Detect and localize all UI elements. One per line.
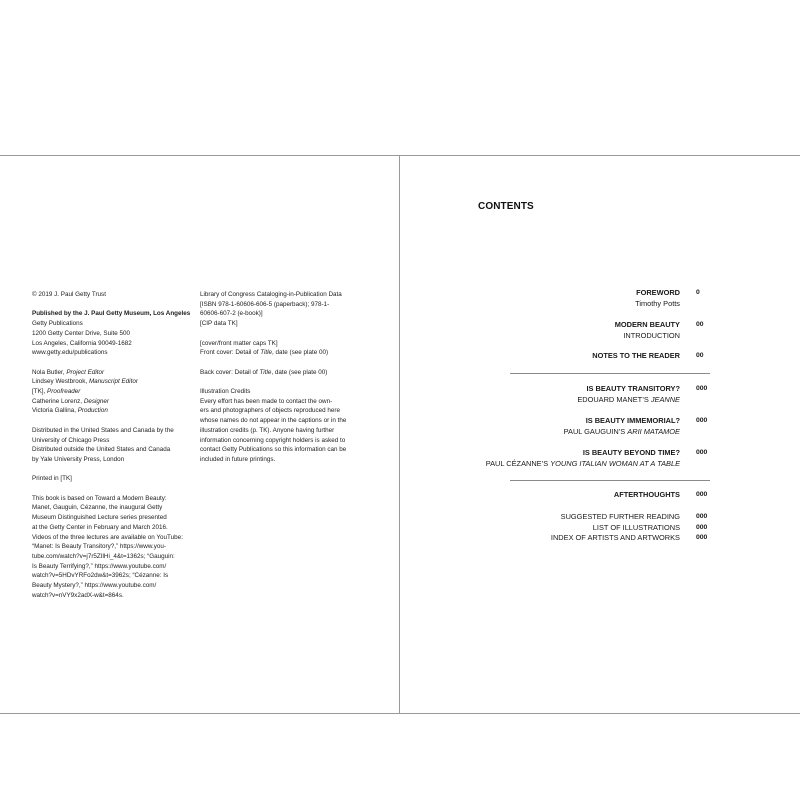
- toc-entry-heading: IS BEAUTY IMMEMORIAL?: [585, 416, 680, 425]
- copyright-text: [CIP data TK]: [200, 320, 238, 328]
- toc-entry-title: SUGGESTED FURTHER READING: [560, 512, 680, 521]
- copyright-text: [ISBN 978-1-60606-606-5 (paperback); 978-1-: [200, 300, 330, 308]
- copyright-block: [200, 290, 360, 329]
- copyright-text: University of Chicago Press: [32, 436, 110, 444]
- toc-entry-titles: [614, 490, 680, 501]
- toc-entry-subtitle: [577, 395, 680, 406]
- copyright-italic: Proofreader: [47, 388, 81, 395]
- copyright-line: [32, 513, 192, 523]
- copyright-line: [32, 533, 192, 543]
- toc-entry-heading: MODERN BEAUTY: [614, 320, 680, 329]
- copyright-italic: Project Editor: [66, 368, 105, 376]
- copyright-text: Lindsey Westbrook,: [32, 378, 89, 386]
- toc-entry-titles: [593, 523, 680, 534]
- copyright-line: [32, 290, 192, 300]
- toc-page-number: 00: [696, 321, 704, 328]
- gutter-line: [399, 155, 400, 714]
- toc-entry-titles: [551, 533, 680, 544]
- copyright-text: Catherine Lorenz,: [32, 397, 84, 405]
- toc-entry-heading: IS BEAUTY TRANSITORY?: [586, 384, 680, 393]
- copyright-block: [32, 368, 192, 417]
- copyright-line: [32, 377, 192, 387]
- copyright-text: watch?v=nVY9x2adX-w&t=864s.: [32, 591, 124, 599]
- toc-page-number: 000: [696, 534, 708, 541]
- copyright-text: www.getty.edu/publications: [32, 349, 108, 357]
- copyright-line: [32, 397, 192, 407]
- copyright-italic: Title: [260, 349, 273, 357]
- toc-entry-titles: [577, 384, 680, 405]
- toc-entry-subtitle: [615, 331, 680, 342]
- copyright-line: [200, 319, 360, 329]
- copyright-line: [200, 348, 360, 358]
- toc-subtitle-artwork: ARII MATAMOE: [627, 426, 680, 436]
- copyright-text: Is Beauty Terrifying?,” https://www.youtube.com/: [32, 562, 167, 570]
- copyright-line: [32, 309, 192, 319]
- copyright-italic: Title: [259, 368, 272, 376]
- copyright-italic: Designer: [83, 397, 110, 405]
- toc-page-number: 000: [696, 449, 708, 456]
- copyright-line: [200, 290, 360, 300]
- copyright-text: information concerning copyright holders is asked to: [200, 436, 346, 444]
- copyright-line: [32, 474, 192, 484]
- copyright-block: [32, 474, 192, 484]
- copyright-italic: Production: [77, 407, 108, 415]
- copyright-block: [32, 426, 192, 465]
- copyright-text: [cover/front matter caps TK]: [200, 339, 278, 347]
- copyright-text: Printed in [TK]: [32, 475, 72, 483]
- toc-entry-subtitle: [486, 459, 680, 470]
- copyright-block: [200, 339, 360, 358]
- copyright-text: illustration credits (p. TK). Anyone having further: [200, 426, 335, 434]
- toc-page-number: 000: [696, 417, 708, 424]
- copyright-line: [32, 571, 192, 581]
- copyright-text: Victoria Gallina,: [32, 407, 78, 415]
- toc-page-number: 000: [696, 513, 708, 520]
- toc-subtitle-text: INTRODUCTION: [623, 330, 680, 340]
- copyright-text: 60606-607-2 (e-book)]: [200, 310, 263, 318]
- toc-entry-titles: [561, 512, 680, 523]
- copyright-text: Videos of the three lectures are available on YouTube:: [32, 533, 183, 541]
- copyright-text: contact Getty Publications so this information can be: [200, 446, 347, 454]
- copyright-line: [32, 523, 192, 533]
- toc-entry-subtitle: [564, 427, 680, 438]
- copyright-text: by Yale University Press, London: [32, 455, 125, 463]
- copyright-column-right: [200, 290, 360, 474]
- copyright-block: [200, 387, 360, 465]
- copyright-line: [200, 397, 360, 407]
- toc-entry-subtitle: [635, 299, 680, 310]
- copyright-text: Manet, Gauguin, Cézanne, the inaugural Getty: [32, 504, 163, 512]
- toc-entry-titles: [486, 448, 680, 469]
- contents-title: CONTENTS: [478, 201, 534, 212]
- copyright-line: [32, 339, 192, 349]
- copyright-line: [200, 455, 360, 465]
- copyright-line: [32, 445, 192, 455]
- toc-subtitle-text: PAUL CÉZANNE’S: [485, 458, 551, 468]
- toc-entry-title: INDEX OF ARTISTS AND ARTWORKS: [550, 533, 680, 542]
- copyright-text: Museum Distinguished Lecture series presented: [32, 514, 167, 522]
- copyright-text: 1200 Getty Center Drive, Suite 500: [32, 329, 131, 337]
- copyright-line: [200, 436, 360, 446]
- copyright-text: included in future printings.: [200, 455, 276, 463]
- toc-page-number: 000: [696, 385, 708, 392]
- toc-page-number: 000: [696, 523, 708, 531]
- toc-divider: [510, 373, 710, 374]
- copyright-line: [200, 309, 360, 319]
- copyright-line: [32, 562, 192, 572]
- copyright-text: Distributed outside the United States and Canada: [32, 446, 171, 454]
- toc-entry-heading: AFTERTHOUGHTS: [613, 490, 680, 499]
- copyright-text: ers and photographers of objects reproduced here: [200, 407, 341, 415]
- copyright-line: [32, 542, 192, 552]
- copyright-text: tube.com/watch?v=j7r5ZIlHi_4&t=1362s; “Gauguin:: [32, 552, 175, 560]
- copyright-line: [32, 329, 192, 339]
- copyright-text: Published by the J. Paul Getty Museum, Los Angeles: [32, 310, 191, 318]
- copyright-text: Los Angeles, California 90049-1682: [32, 339, 132, 347]
- copyright-line: [200, 368, 360, 378]
- copyright-line: [32, 581, 192, 591]
- copyright-line: [200, 387, 360, 397]
- copyright-block: [32, 290, 192, 300]
- copyright-text: whose names do not appear in the captions or in the: [200, 417, 347, 425]
- copyright-line: [200, 406, 360, 416]
- copyright-text: Library of Congress Cataloging-in-Publication Data: [200, 291, 342, 298]
- copyright-line: [32, 436, 192, 446]
- toc-page-number: 00: [696, 352, 704, 359]
- copyright-line: [32, 591, 192, 601]
- copyright-text: , date (see plate 00): [272, 349, 329, 357]
- toc-entry-titles: [615, 320, 680, 341]
- copyright-line: [32, 426, 192, 436]
- toc-subtitle-text: EDOUARD MANET’S: [577, 394, 651, 404]
- copyright-text: © 2019 J. Paul Getty Trust: [32, 291, 106, 298]
- toc-entry-titles: [564, 416, 680, 437]
- copyright-column-left: [32, 290, 192, 610]
- toc-entry-titles: [635, 288, 680, 309]
- copyright-text: This book is based on Toward a Modern Beauty:: [32, 494, 167, 502]
- copyright-block: [200, 368, 360, 378]
- copyright-text: Every effort has been made to contact the own-: [200, 397, 333, 405]
- copyright-line: [32, 387, 192, 397]
- copyright-text: watch?v=5HDvYRFo2dw&t=3962s; “Cézanne: Is: [32, 572, 169, 580]
- copyright-text: Front cover: Detail of: [200, 349, 261, 357]
- toc-page-number: 000: [696, 491, 708, 498]
- copyright-line: [32, 319, 192, 329]
- copyright-line: [32, 494, 192, 504]
- copyright-text: Distributed in the United States and Canada by the: [32, 426, 174, 434]
- copyright-line: [200, 339, 360, 349]
- copyright-text: “Manet: Is Beauty Transitory?,” https://www.you-: [32, 543, 167, 551]
- copyright-line: [32, 348, 192, 358]
- toc-subtitle-text: PAUL GAUGUIN’S: [563, 426, 628, 436]
- toc-entry-title: LIST OF ILLUSTRATIONS: [592, 522, 680, 532]
- copyright-line: [32, 406, 192, 416]
- copyright-line: [32, 455, 192, 465]
- copyright-line: [32, 503, 192, 513]
- copyright-text: Nola Butler,: [32, 368, 67, 376]
- toc-entry-heading: NOTES TO THE READER: [592, 351, 680, 360]
- copyright-text: Back cover: Detail of: [200, 368, 260, 376]
- toc-subtitle-artwork: YOUNG ITALIAN WOMAN AT A TABLE: [550, 458, 680, 468]
- toc-entry-heading: IS BEAUTY BEYOND TIME?: [582, 448, 680, 457]
- copyright-text: , date (see plate 00): [271, 368, 328, 376]
- copyright-text: [TK],: [32, 388, 48, 395]
- toc-entry-titles: [592, 351, 680, 362]
- copyright-italic: Manuscript Editor: [88, 378, 138, 386]
- copyright-line: [32, 552, 192, 562]
- copyright-block: [32, 494, 192, 601]
- copyright-text: Illustration Credits: [200, 387, 251, 395]
- toc-page-number: 0: [696, 289, 700, 296]
- toc-subtitle-text: Timothy Potts: [635, 298, 680, 308]
- toc-divider: [510, 480, 710, 481]
- toc-entry-heading: FOREWORD: [636, 288, 680, 297]
- copyright-line: [200, 300, 360, 310]
- copyright-line: [200, 426, 360, 436]
- copyright-line: [32, 368, 192, 378]
- copyright-text: Getty Publications: [32, 320, 83, 328]
- copyright-text: at the Getty Center in February and March 2016.: [32, 523, 168, 531]
- copyright-line: [200, 445, 360, 455]
- copyright-line: [200, 416, 360, 426]
- toc-subtitle-artwork: JEANNE: [650, 394, 680, 404]
- copyright-block: [32, 309, 192, 358]
- copyright-text: Beauty Mystery?,” https://www.youtube.com/: [32, 582, 157, 590]
